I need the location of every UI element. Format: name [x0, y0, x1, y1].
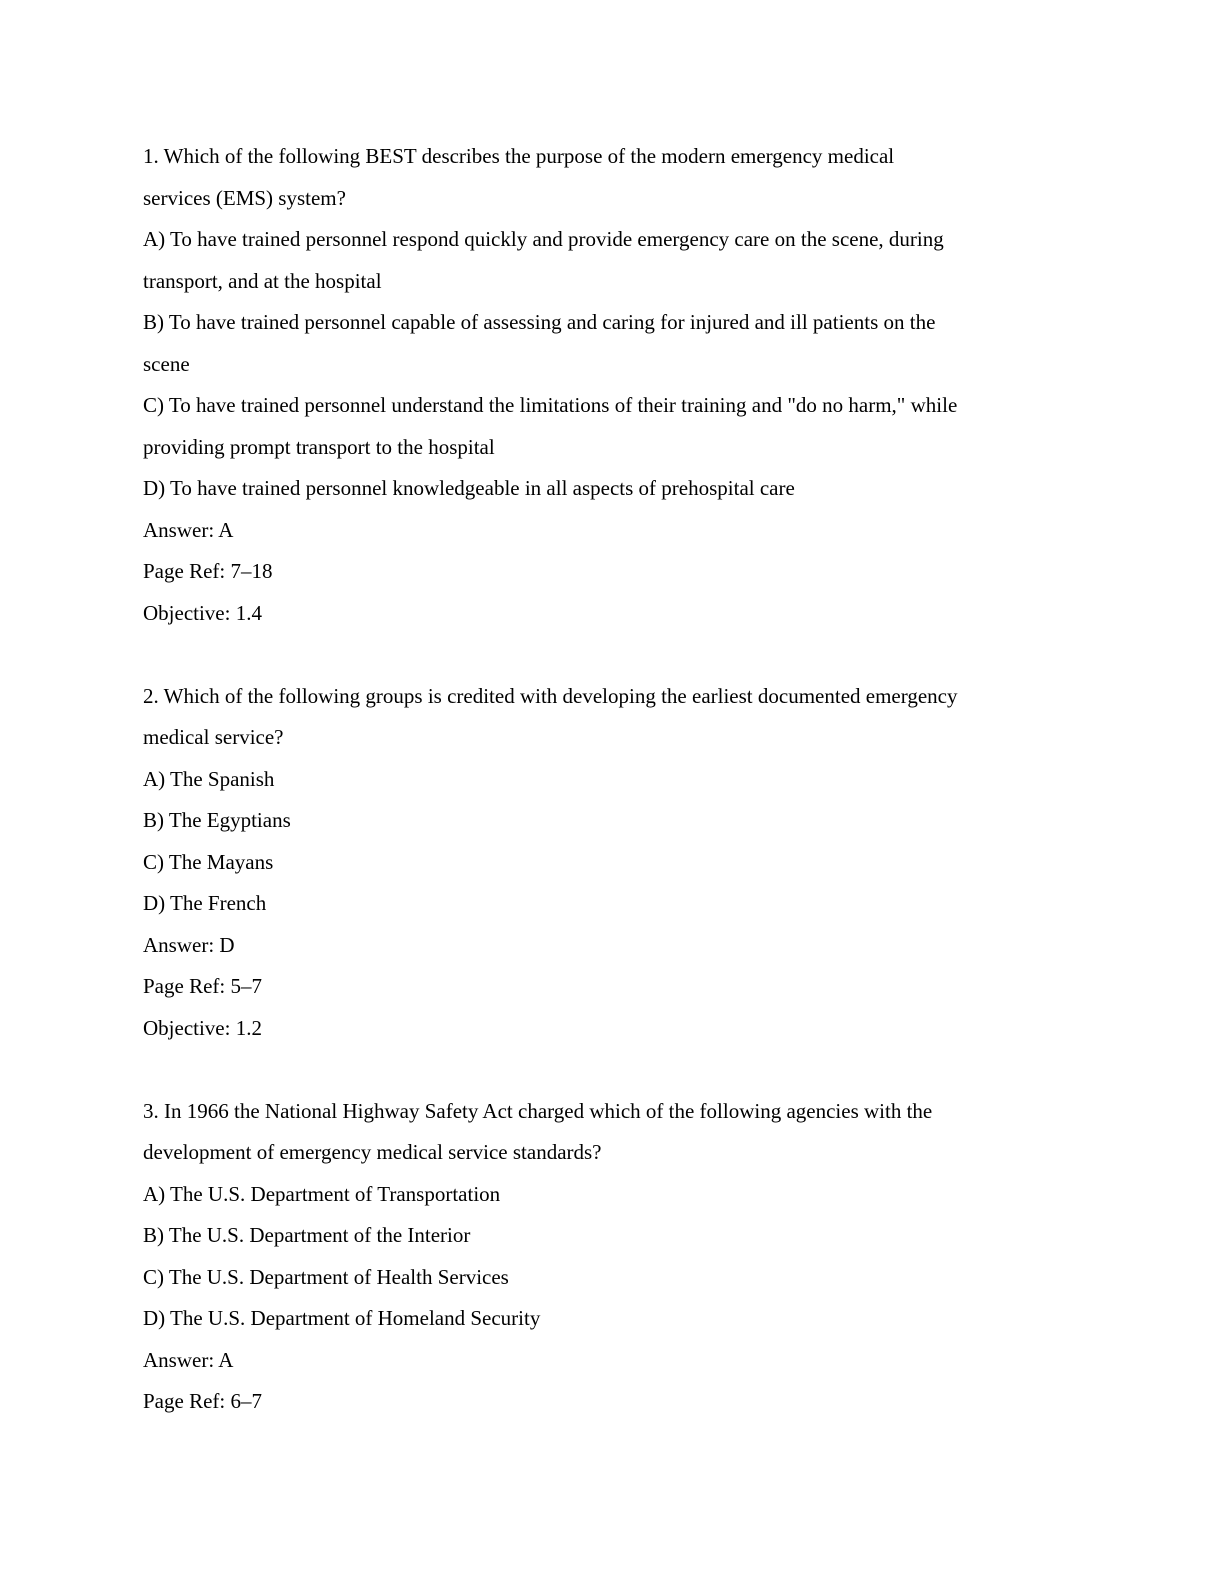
choice-line: scene [143, 351, 190, 376]
choice-line: providing prompt transport to the hospital [143, 434, 495, 459]
objective-line: Objective: 1.2 [143, 1015, 262, 1040]
question-stem-line: 2. Which of the following groups is credited with developing the earliest documented emergency [143, 683, 958, 708]
question-block [143, 136, 1125, 634]
answer-line: Answer: A [143, 517, 234, 542]
objective-line: Objective: 1.4 [143, 600, 262, 625]
choice-line: D) The U.S. Department of Homeland Security [143, 1306, 541, 1330]
choice-line: A) To have trained personnel respond quickly and provide emergency care on the scene, during [143, 227, 944, 251]
choice-line: C) The U.S. Department of Health Services [143, 1264, 509, 1289]
question-block [143, 1091, 1125, 1423]
choice-line: transport, and at the hospital [143, 268, 382, 293]
question-stem-line: 1. Which of the following BEST describes the purpose of the modern emergency medical [143, 144, 895, 168]
choice-line: D) To have trained personnel knowledgeable in all aspects of prehospital care [143, 476, 795, 500]
question-stem-line: development of emergency medical service standards? [143, 1140, 602, 1164]
choice-line: A) The Spanish [143, 766, 275, 791]
answer-line: Answer: D [143, 932, 235, 957]
choice-line: B) To have trained personnel capable of assessing and caring for injured and ill patients on the [143, 310, 936, 334]
choice-line: C) The Mayans [143, 849, 274, 874]
question-stem-line: services (EMS) system? [143, 185, 346, 210]
page-ref-line: Page Ref: 7–18 [143, 559, 273, 583]
answer-line: Answer: A [143, 1347, 234, 1372]
choice-line: B) The Egyptians [143, 808, 291, 832]
choice-line: A) The U.S. Department of Transportation [143, 1181, 501, 1206]
page-ref-line: Page Ref: 5–7 [143, 974, 262, 998]
question-block [143, 676, 1125, 1050]
question-stem-line: 3. In 1966 the National Highway Safety Act charged which of the following agencies with the [143, 1098, 933, 1123]
page-ref-line: Page Ref: 6–7 [143, 1389, 262, 1413]
choice-line: B) The U.S. Department of the Interior [143, 1223, 471, 1247]
question-stem-line: medical service? [143, 725, 284, 749]
choice-line: C) To have trained personnel understand the limitations of their training and "do no harm," while [143, 393, 958, 417]
choice-line: D) The French [143, 891, 267, 915]
